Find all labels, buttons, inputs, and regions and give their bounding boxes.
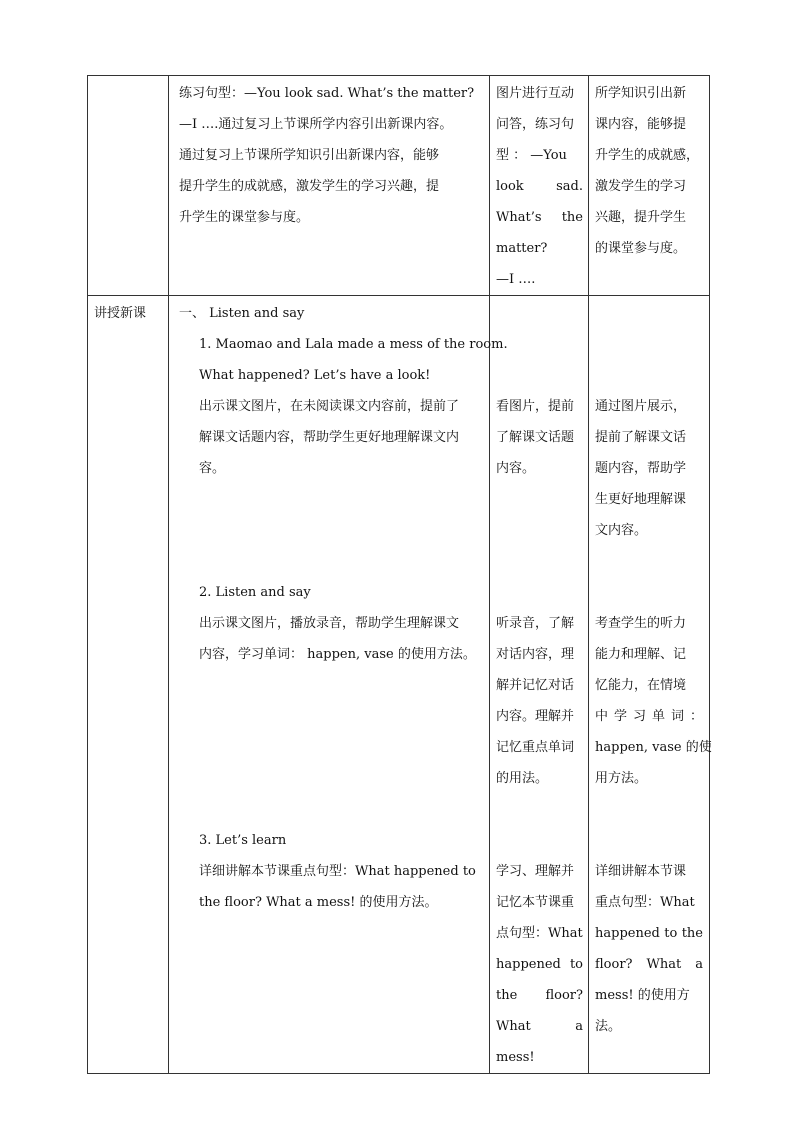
text-line: 点句型：What xyxy=(496,926,583,941)
design-intent-cell xyxy=(589,76,710,296)
text-line: 2. Listen and say xyxy=(199,585,311,600)
text-line: 提前了解课文话 xyxy=(595,430,687,445)
teacher-activity-cell xyxy=(169,296,508,1074)
text-line: 生更好地理解课 xyxy=(595,492,687,507)
text-line: What happened? Let’s have a look! xyxy=(199,368,431,383)
text-line: 练习句型：—You look sad. What’s the matter? xyxy=(179,86,475,101)
text-line: 对话内容，理 xyxy=(496,647,575,662)
text-line: 的课堂参与度。 xyxy=(595,241,687,256)
text-line: 内容。 xyxy=(496,461,536,476)
text-line: 出示课文图片，播放录音，帮助学生理解课文 xyxy=(199,616,460,631)
text-line: 容。 xyxy=(199,461,226,476)
text-line: matter? xyxy=(496,241,548,256)
text-line: 出示课文图片，在未阅读课文内容前，提前了 xyxy=(199,399,460,414)
text-line: happened to the xyxy=(595,926,703,941)
text-line: 内容，学习单词： happen, vase 的使用方法。 xyxy=(199,647,476,662)
text-line: 提升学生的成就感，激发学生的学习兴趣，提 xyxy=(179,179,440,194)
text-line: —I …. xyxy=(496,272,536,287)
text-line: 问答，练习句 xyxy=(496,117,575,132)
text-line: 激发学生的学习 xyxy=(595,179,687,194)
text-line: happened to xyxy=(496,957,583,972)
text-line: mess! 的使用方 xyxy=(595,988,690,1003)
student-activity-cell xyxy=(490,296,589,1074)
text-line: 文内容。 xyxy=(595,523,648,538)
stage-cell-empty xyxy=(88,76,169,296)
text-line: 解并记忆对话 xyxy=(496,678,575,693)
lesson-plan-table xyxy=(87,75,710,1074)
text-line: 详细讲解本节课 xyxy=(595,864,687,879)
section-heading: 一、 Listen and say xyxy=(179,306,305,321)
text-line: look sad. xyxy=(496,179,583,194)
text-line: 解课文话题内容，帮助学生更好地理解课文内 xyxy=(199,430,460,445)
text-line: 图片进行互动 xyxy=(496,86,575,101)
teacher-activity-cell xyxy=(169,76,490,296)
text-line: floor? What a xyxy=(595,957,703,972)
stage-label: 讲授新课 xyxy=(94,306,147,321)
text-line: 兴趣，提升学生 xyxy=(595,210,687,225)
text-line: 学习、理解并 xyxy=(496,864,575,879)
text-line: What’s the xyxy=(496,210,583,225)
text-line: 通过图片展示， xyxy=(595,399,687,414)
text-line: 中 学 习 单 词 ： xyxy=(595,709,703,724)
text-line: 的用法。 xyxy=(496,771,549,786)
text-line: happen, vase 的使 xyxy=(595,740,712,755)
text-line: 了解课文话题 xyxy=(496,430,575,445)
text-line: 内容。理解并 xyxy=(496,709,575,724)
text-line: 法。 xyxy=(595,1019,622,1034)
text-line: 记忆重点单词 xyxy=(496,740,575,755)
text-line: 看图片，提前 xyxy=(496,399,575,414)
table-row xyxy=(88,296,710,1074)
text-line: 升学生的成就感， xyxy=(595,148,700,163)
text-line: 型 ： —You xyxy=(496,148,567,163)
text-line: What a mess! xyxy=(496,1019,583,1065)
text-line: 1. Maomao and Lala made a mess of the room. xyxy=(199,337,508,352)
text-line: 通过复习上节课所学知识引出新课内容，能够 xyxy=(179,148,440,163)
design-intent-cell xyxy=(589,296,710,1074)
text-line: 所学知识引出新 xyxy=(595,86,687,101)
text-line: 课内容，能够提 xyxy=(595,117,687,132)
text-line: 记忆本节课重 xyxy=(496,895,575,910)
text-line: the floor? xyxy=(496,988,583,1003)
text-line: 升学生的课堂参与度。 xyxy=(179,210,310,225)
table-row xyxy=(88,76,710,296)
text-line: 听录音，了解 xyxy=(496,616,575,631)
text-line: 题内容，帮助学 xyxy=(595,461,687,476)
text-line: the floor? What a mess! 的使用方法。 xyxy=(199,895,438,910)
text-line: 考查学生的听力 xyxy=(595,616,687,631)
text-line: 忆能力，在情境 xyxy=(595,678,687,693)
text-line: —I ….通过复习上节课所学内容引出新课内容。 xyxy=(179,117,453,132)
text-line: 详细讲解本节课重点句型：What happened to xyxy=(199,864,476,879)
text-line: 3. Let’s learn xyxy=(199,833,287,848)
text-line: 用方法。 xyxy=(595,771,648,786)
text-line: 能力和理解、记 xyxy=(595,647,687,662)
student-activity-cell xyxy=(490,76,589,296)
stage-cell xyxy=(88,296,169,1074)
text-line: 重点句型：What xyxy=(595,895,695,910)
